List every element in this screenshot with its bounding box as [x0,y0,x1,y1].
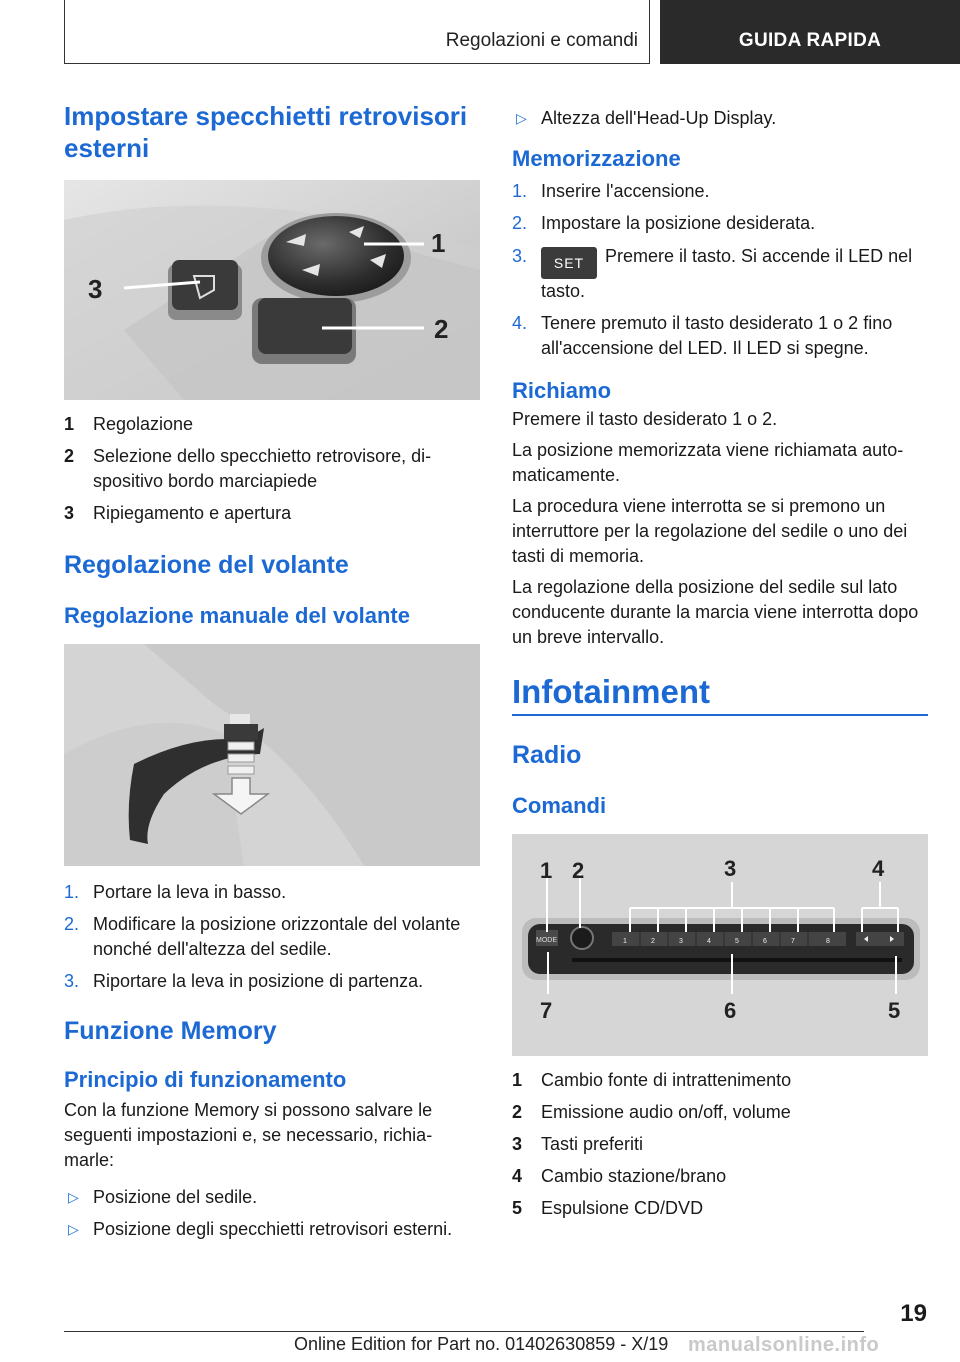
controls-heading: Comandi [512,792,607,818]
preset-6: 6 [763,937,767,945]
radio-fig-label-1: 1 [540,857,553,883]
principle-paragraph: Con la funzione Memory si possono salvare le seguenti impostazioni e, se necessario, richia-marle: [64,1100,433,1170]
recall-paragraph-1: Premere il tasto desiderato 1 o 2. [512,409,778,429]
preset-1: 1 [623,937,627,945]
mode-button-label: MODE [536,936,557,944]
store-steps [512,179,928,361]
principle-heading: Principio di funzionamento [64,1067,347,1092]
list-item: ▷ Posizione degli specchietti retrovisori esterni. [68,1219,453,1239]
watermark: manualsonline.info [688,1334,880,1356]
list-item: 3. SET Premere il tasto. Si accende il LED nel tasto. [512,246,913,301]
radio-heading: Radio [512,740,582,769]
edition-note: Online Edition for Part no. 01402630859 - X/19 [294,1334,669,1354]
heading-rule [512,714,928,716]
radio-fig-label-4: 4 [872,855,885,881]
radio-fig-label-2: 2 [572,857,585,883]
steering-heading: Regolazione del volante [64,551,349,579]
list-item: 3 Tasti preferiti [512,1133,644,1154]
controls-legend [512,1068,928,1221]
mirror-fig-label-1: 1 [431,228,446,258]
preset-3: 3 [679,937,683,945]
mirror-legend [64,412,480,526]
list-item: 1 Regolazione [64,414,194,434]
right-column [512,106,928,1228]
radio-fig-label-7: 7 [540,997,553,1023]
steering-steps [64,880,480,994]
section-title: Regolazioni e comandi [445,30,638,51]
mirror-control-figure [64,180,480,400]
recall-paragraph-3: La procedura viene interrotta se si premono un interruttore per la regolazione del sedile o uno dei tasti di memoria. [512,496,908,566]
recall-paragraph-4: La regolazione della posizione del sedile sul lato conducente durante la marcia viene interrotta dopo un breve intervallo. [512,577,919,647]
radio-fig-label-5: 5 [888,997,901,1023]
mirror-fig-label-3: 3 [88,274,103,304]
list-item: 5 Espulsione CD/DVD [512,1197,704,1218]
list-item: 3. Riportare la leva in posizione di partenza. [64,971,424,991]
preset-4: 4 [707,937,711,945]
radio-fig-label-6: 6 [724,997,737,1023]
list-item: ▷ Posizione del sedile. [68,1187,258,1207]
steering-lever-illustration [64,644,480,866]
list-item: 4. Tenere premuto il tasto desiderato 1 o 2 fino all'accensione del LED. Il LED si spegne. [512,313,893,358]
memory-items-continued [512,106,928,131]
guide-tab[interactable] [660,0,960,64]
steering-lever-figure [64,644,480,866]
mirror-fig-label-2: 2 [434,314,449,344]
recall-paragraph-2: La posizione memorizzata viene richiamata auto-maticamente. [512,440,904,485]
preset-5: 5 [735,937,739,945]
store-heading: Memorizzazione [512,146,681,171]
manual-steering-heading: Regolazione manuale del volante [64,603,410,628]
mirror-heading: Impostare specchietti retrovisori esterni [64,101,468,163]
radio-fig-label-3: 3 [724,855,737,881]
list-item: ▷ Altezza dell'Head-Up Display. [516,108,777,128]
radio-panel-illustration [512,834,928,1056]
memory-items [64,1185,480,1242]
left-column [64,100,480,1249]
guide-tab-label: GUIDA RAPIDA [738,30,882,51]
list-item: 1. Inserire l'accensione. [512,181,710,201]
list-item: 1. Portare la leva in basso. [64,882,287,902]
list-item: 1 Cambio fonte di intrattenimento [512,1069,792,1090]
list-item: 2. Modificare la posizione orizzontale del volante nonché dell'altezza del sedile. [64,914,461,959]
preset-8: 8 [826,937,830,945]
list-item: 3 Ripiegamento e apertura [64,503,292,523]
list-item: 4 Cambio stazione/brano [512,1165,727,1186]
list-item: 2. Impostare la posizione desiderata. [512,213,816,233]
memory-heading: Funzione Memory [64,1017,277,1045]
infotainment-heading: Infotainment [512,673,710,710]
preset-7: 7 [791,937,795,945]
mirror-control-illustration [64,180,480,400]
footer-rule [64,1331,864,1332]
preset-2: 2 [651,937,655,945]
radio-controls-figure [512,834,928,1056]
set-key-icon: SET [541,247,597,279]
list-item: 2 Emissione audio on/off, volume [512,1101,791,1122]
list-item: 2 Selezione dello specchietto retrovisore, di-spositivo bordo marciapiede [64,446,432,491]
recall-heading: Richiamo [512,378,612,403]
page-number: 19 [900,1300,927,1327]
